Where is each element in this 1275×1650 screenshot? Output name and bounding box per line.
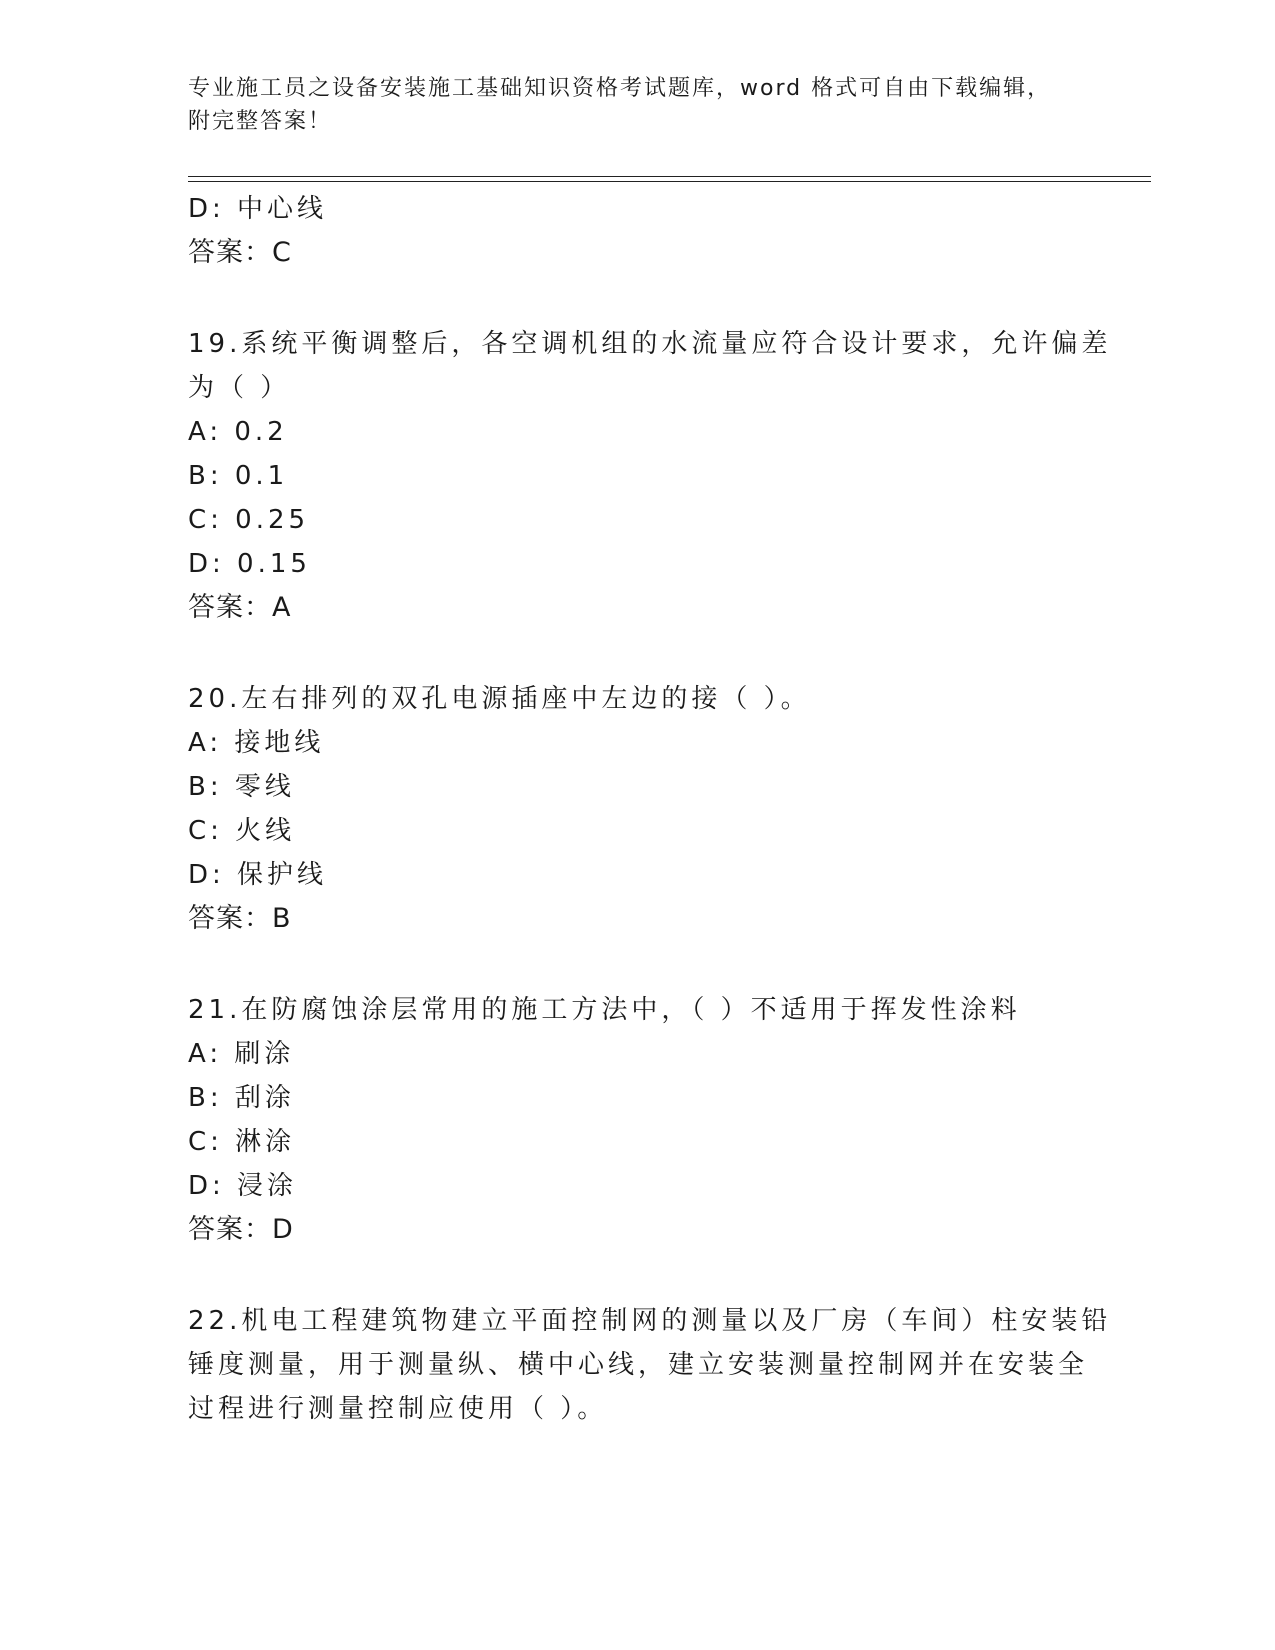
q22-stem-line-3: 过程进行测量控制应使用（ ）。 — [188, 1394, 608, 1424]
q21-stem-line-1: 21.在防腐蚀涂层常用的施工方法中，（ ）不适用于挥发性涂料 — [188, 995, 1021, 1025]
header-divider-top — [188, 176, 1151, 177]
q20-stem-line-1: 20.左右排列的双孔电源插座中左边的接（ ）。 — [188, 684, 811, 714]
q22-stem-line-2: 锤度测量，用于测量纵、横中心线，建立安装测量控制网并在安装全 — [188, 1350, 1089, 1380]
q19-option-c: C: 0.25 — [188, 505, 310, 535]
document-header — [188, 72, 1088, 138]
q21-option-a: A: 刷涂 — [188, 1039, 295, 1069]
q21-option-b: B: 刮涂 — [188, 1083, 295, 1113]
q19-option-a: A: 0.2 — [188, 417, 288, 447]
q19-option-d: D: 0.15 — [188, 549, 311, 579]
q22-stem-line-1: 22.机电工程建筑物建立平面控制网的测量以及厂房（车间）柱安装铅 — [188, 1306, 1112, 1336]
q21-answer: 答案：D — [188, 1214, 294, 1245]
q19-option-b: B: 0.1 — [188, 461, 289, 491]
prev-question-option-d: D: 中心线 — [188, 194, 328, 224]
q20-option-d: D: 保护线 — [188, 860, 328, 890]
header-line-1: 专业施工员之设备安装施工基础知识资格考试题库，word 格式可自由下载编辑， — [188, 76, 1052, 101]
q21-option-d: D: 浸涂 — [188, 1171, 298, 1201]
q20-answer: 答案：B — [188, 903, 292, 934]
prev-question-answer: 答案：C — [188, 237, 292, 268]
q19-answer: 答案：A — [188, 592, 292, 623]
q21-option-c: C: 淋涂 — [188, 1127, 296, 1157]
q19-stem-line-1: 19.系统平衡调整后，各空调机组的水流量应符合设计要求，允许偏差 — [188, 329, 1112, 359]
q19-stem-line-2: 为（ ） — [188, 373, 291, 403]
q20-option-c: C: 火线 — [188, 816, 296, 846]
q20-option-b: B: 零线 — [188, 772, 295, 802]
header-divider-bottom — [188, 181, 1151, 182]
q20-option-a: A: 接地线 — [188, 728, 325, 758]
header-line-2: 附完整答案！ — [188, 109, 333, 134]
